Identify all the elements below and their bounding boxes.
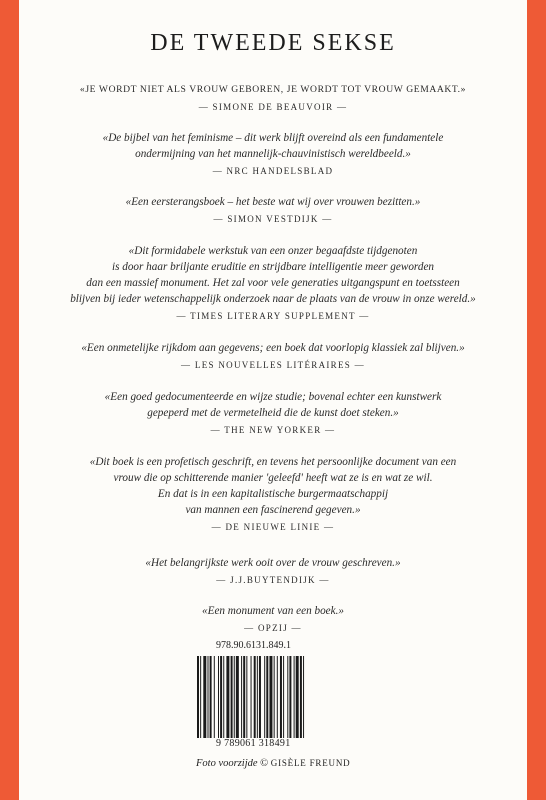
isbn-digits: 9 789061 318491	[216, 738, 291, 749]
review-quote-line: blijven bij ieder wetenschappelijk onderzoek naar de plaats van de vrouw in onze wereld.»	[70, 293, 476, 305]
review-quote-line: «Een eersterangsboek – het beste wat wij over vrouwen bezitten.»	[125, 196, 421, 208]
barcode-icon	[194, 654, 354, 740]
review-source: — DE NIEUWE LINIE —	[211, 522, 335, 532]
credit-prefix: Foto voorzijde	[196, 758, 258, 769]
review-quote-line: «Een onmetelijke rijkdom aan gegevens; een boek dat voorlopig klassiek zal blijven.»	[81, 342, 465, 354]
review-source: — J.J.BUYTENDIJK —	[216, 575, 330, 585]
photo-credit	[196, 758, 350, 769]
review-quote-line: «Het belangrijkste werk ooit over de vrouw geschreven.»	[145, 557, 401, 569]
review-quote-line: gepeperd met de vermetelheid die de kunst doet steken.»	[147, 407, 399, 419]
review-quote-line: is door haar briljante eruditie en strijdbare intelligentie meer geworden	[111, 261, 435, 273]
review-5	[19, 340, 527, 370]
review-quote-line: dan een massief monument. Het zal voor vele generaties uitgangspunt en toetssteen	[86, 277, 460, 289]
review-source: — THE NEW YORKER —	[210, 425, 336, 435]
review-2	[19, 130, 527, 176]
review-quote-line: «Een monument van een boek.»	[202, 605, 344, 617]
review-quote-line: «De bijbel van het feminisme – dit werk blijft overeind als een fundamentele	[102, 132, 444, 144]
review-quote-line: «Dit boek is een profetisch geschrift, en tevens het persoonlijke document van een	[89, 456, 457, 468]
review-quote-line: En dat is in een kapitalistische burgermaatschappij	[157, 488, 389, 500]
review-source: — NRC HANDELSBLAD	[212, 166, 334, 176]
book-title: DE TWEEDE SEKSE	[150, 30, 396, 56]
review-source: — SIMON VESTDIJK —	[213, 214, 333, 224]
review-4	[19, 243, 527, 321]
review-6	[19, 389, 527, 435]
review-quote-line: vrouw die op schitterende manier 'geleefd' heeft wat ze is en wat ze wil.	[113, 472, 433, 484]
review-quote-line: «Een goed gedocumenteerde en wijze studie; bovenal echter een kunstwerk	[104, 391, 442, 403]
review-1	[19, 82, 527, 112]
review-quote-line: «JE WORDT NIET ALS VROUW GEBOREN, JE WORDT TOT VROUW GEMAAKT.»	[79, 84, 467, 95]
review-3	[19, 194, 527, 224]
review-source: — SIMONE DE BEAUVOIR —	[198, 102, 348, 112]
review-source: — LES NOUVELLES LITÉRAIRES —	[181, 360, 365, 370]
barcode-block	[194, 640, 354, 749]
copyright-symbol: ©	[260, 758, 269, 769]
isbn-number: 978.90.6131.849.1	[216, 640, 291, 651]
review-quote-line: van mannen een fascinerend gegeven.»	[185, 504, 361, 516]
review-7	[19, 454, 527, 532]
credit-name: GISÈLE FREUND	[270, 758, 351, 768]
review-source: — TIMES LITERARY SUPPLEMENT —	[176, 311, 370, 321]
review-quote-line: «Dit formidabele werkstuk van een onzer begaafdste tijdgenoten	[128, 245, 418, 257]
review-9	[19, 603, 527, 633]
review-quote-line: ondermijning van het mannelijk-chauvinistisch wereldbeeld.»	[135, 148, 411, 160]
back-cover	[19, 0, 527, 800]
review-source: — OPZIJ —	[244, 623, 302, 633]
review-8	[19, 555, 527, 585]
